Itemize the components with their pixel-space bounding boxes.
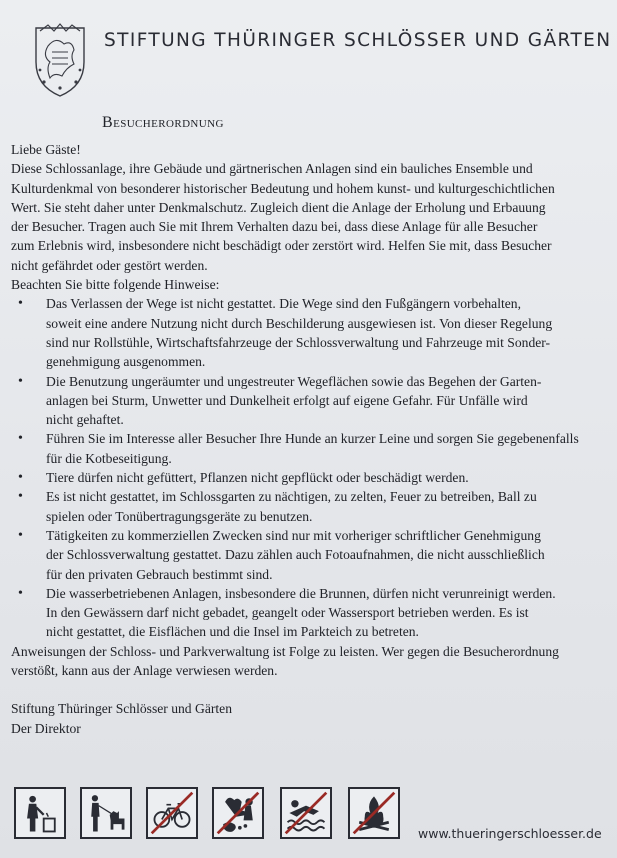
- signature-block: [11, 699, 607, 738]
- rule-item: [11, 468, 607, 487]
- rule-line: Die Benutzung ungeräumter und ungestreuter Wegeflächen sowie das Begehen der Garten-: [46, 373, 542, 389]
- intro-line: Kulturdenkmal von besonderer historischer Bedeutung und hohem kunst- und kulturgeschichtlichen: [11, 180, 555, 196]
- rule-line: soweit eine andere Nutzung nicht durch Beschilderung ausgewiesen ist. Von dieser Regelung: [46, 315, 553, 331]
- rules-list: [11, 294, 607, 641]
- closing-line: Anweisungen der Schloss- und Parkverwaltung ist Folge zu leisten. Wer gegen die Besucherordnung: [11, 643, 559, 659]
- organization-title: STIFTUNG THÜRINGER SCHLÖSSER UND GÄRTEN: [104, 30, 612, 51]
- document-title: Besucherordnung: [102, 114, 224, 131]
- closing-paragraph: [11, 642, 607, 681]
- bullet-icon: •: [18, 470, 23, 486]
- intro-line: der Besucher. Tragen auch Sie mit Ihrem Verhalten dazu bei, dass diese Anlage für alle Besucher: [11, 219, 538, 235]
- rule-line: der Schlossverwaltung gestattet. Dazu zählen auch Fotoaufnahmen, die nicht ausschließlich: [46, 547, 545, 563]
- rule-item: [11, 584, 607, 642]
- pictogram-row: [14, 787, 414, 843]
- rule-item: [11, 294, 607, 371]
- rule-line: spielen oder Tonübertragungsgeräte zu benutzen.: [46, 508, 313, 524]
- rule-line: nicht gehaftet.: [46, 412, 124, 428]
- rule-line: Tiere dürfen nicht gefüttert, Pflanzen nicht gepflückt oder beschädigt werden.: [46, 470, 469, 486]
- no-swimming-icon: [280, 787, 332, 839]
- rule-line: In den Gewässern darf nicht gebadet, geangelt oder Wassersport betrieben werden. Es ist: [46, 605, 529, 621]
- bullet-icon: •: [18, 431, 23, 447]
- rule-line: Tätigkeiten zu kommerziellen Zwecken sind nur mit vorheriger schriftlicher Genehmigung: [46, 527, 541, 543]
- rule-line: Es ist nicht gestattet, im Schlossgarten zu nächtigen, zu zelten, Feuer zu betreiben, Ball zu: [46, 489, 537, 505]
- dog-on-leash-icon: [80, 787, 132, 839]
- document-body: [11, 140, 607, 738]
- rule-line: anlagen bei Sturm, Unwetter und Dunkelheit erfolgt auf eigene Gefahr. Für Unfälle wird: [46, 392, 528, 408]
- signature-title: Der Direktor: [11, 720, 81, 736]
- rule-item: [11, 429, 607, 468]
- bullet-icon: •: [18, 373, 23, 389]
- website-link[interactable]: www.thueringerschloesser.de: [418, 826, 602, 841]
- rule-line: Die wasserbetriebenen Anlagen, insbesondere die Brunnen, dürfen nicht verunreinigt werden.: [46, 585, 556, 601]
- no-bicycles-icon: [146, 787, 198, 839]
- rule-line: genehmigung ausgenommen.: [46, 354, 206, 370]
- rule-line: Führen Sie im Interesse aller Besucher Ihre Hunde an kurzer Leine und sorgen Sie gegebenenfalls: [46, 431, 579, 447]
- no-fire-icon: [348, 787, 400, 839]
- no-feeding-animals-icon: [212, 787, 264, 839]
- rule-line: nicht gestattet, die Eisflächen und die Insel im Parkteich zu betreten.: [46, 624, 419, 640]
- litter-bin-icon: [14, 787, 66, 839]
- intro-line: zum Erlebnis wird, insbesondere nicht beschädigt oder zerstört wird. Helfen Sie mit, dass Besucher: [11, 238, 552, 254]
- bullet-icon: •: [18, 527, 23, 543]
- rule-line: für die Kotbeseitigung.: [46, 450, 172, 466]
- rule-item: [11, 526, 607, 584]
- rule-item: [11, 372, 607, 430]
- rule-line: sind nur Rollstühle, Wirtschaftsfahrzeuge der Schlossverwaltung und Fahrzeuge mit Sonder-: [46, 334, 551, 350]
- signature-organization: Stiftung Thüringer Schlösser und Gärten: [11, 701, 232, 717]
- rule-line: für den privaten Gebrauch bestimmt sind.: [46, 566, 273, 582]
- intro-line: Diese Schlossanlage, ihre Gebäude und gärtnerischen Anlagen sind ein bauliches Ensemble und: [11, 161, 533, 177]
- hints-heading: Beachten Sie bitte folgende Hinweise:: [11, 277, 220, 293]
- closing-line: verstößt, kann aus der Anlage verwiesen werden.: [11, 663, 278, 679]
- intro-line: Wert. Sie steht daher unter Denkmalschutz. Zugleich dient die Anlage der Erholung und Erbauung: [11, 199, 546, 215]
- bullet-icon: •: [18, 489, 23, 505]
- bullet-icon: •: [18, 296, 23, 312]
- rule-line: Das Verlassen der Wege ist nicht gestattet. Die Wege sind den Fußgängern vorbehalten,: [46, 296, 521, 312]
- greeting: Liebe Gäste!: [11, 142, 81, 157]
- intro-line: nicht gefährdet oder gestört werden.: [11, 257, 208, 273]
- rule-item: [11, 487, 607, 526]
- thuringia-lion-crest-icon: [28, 22, 92, 100]
- bullet-icon: •: [18, 585, 23, 601]
